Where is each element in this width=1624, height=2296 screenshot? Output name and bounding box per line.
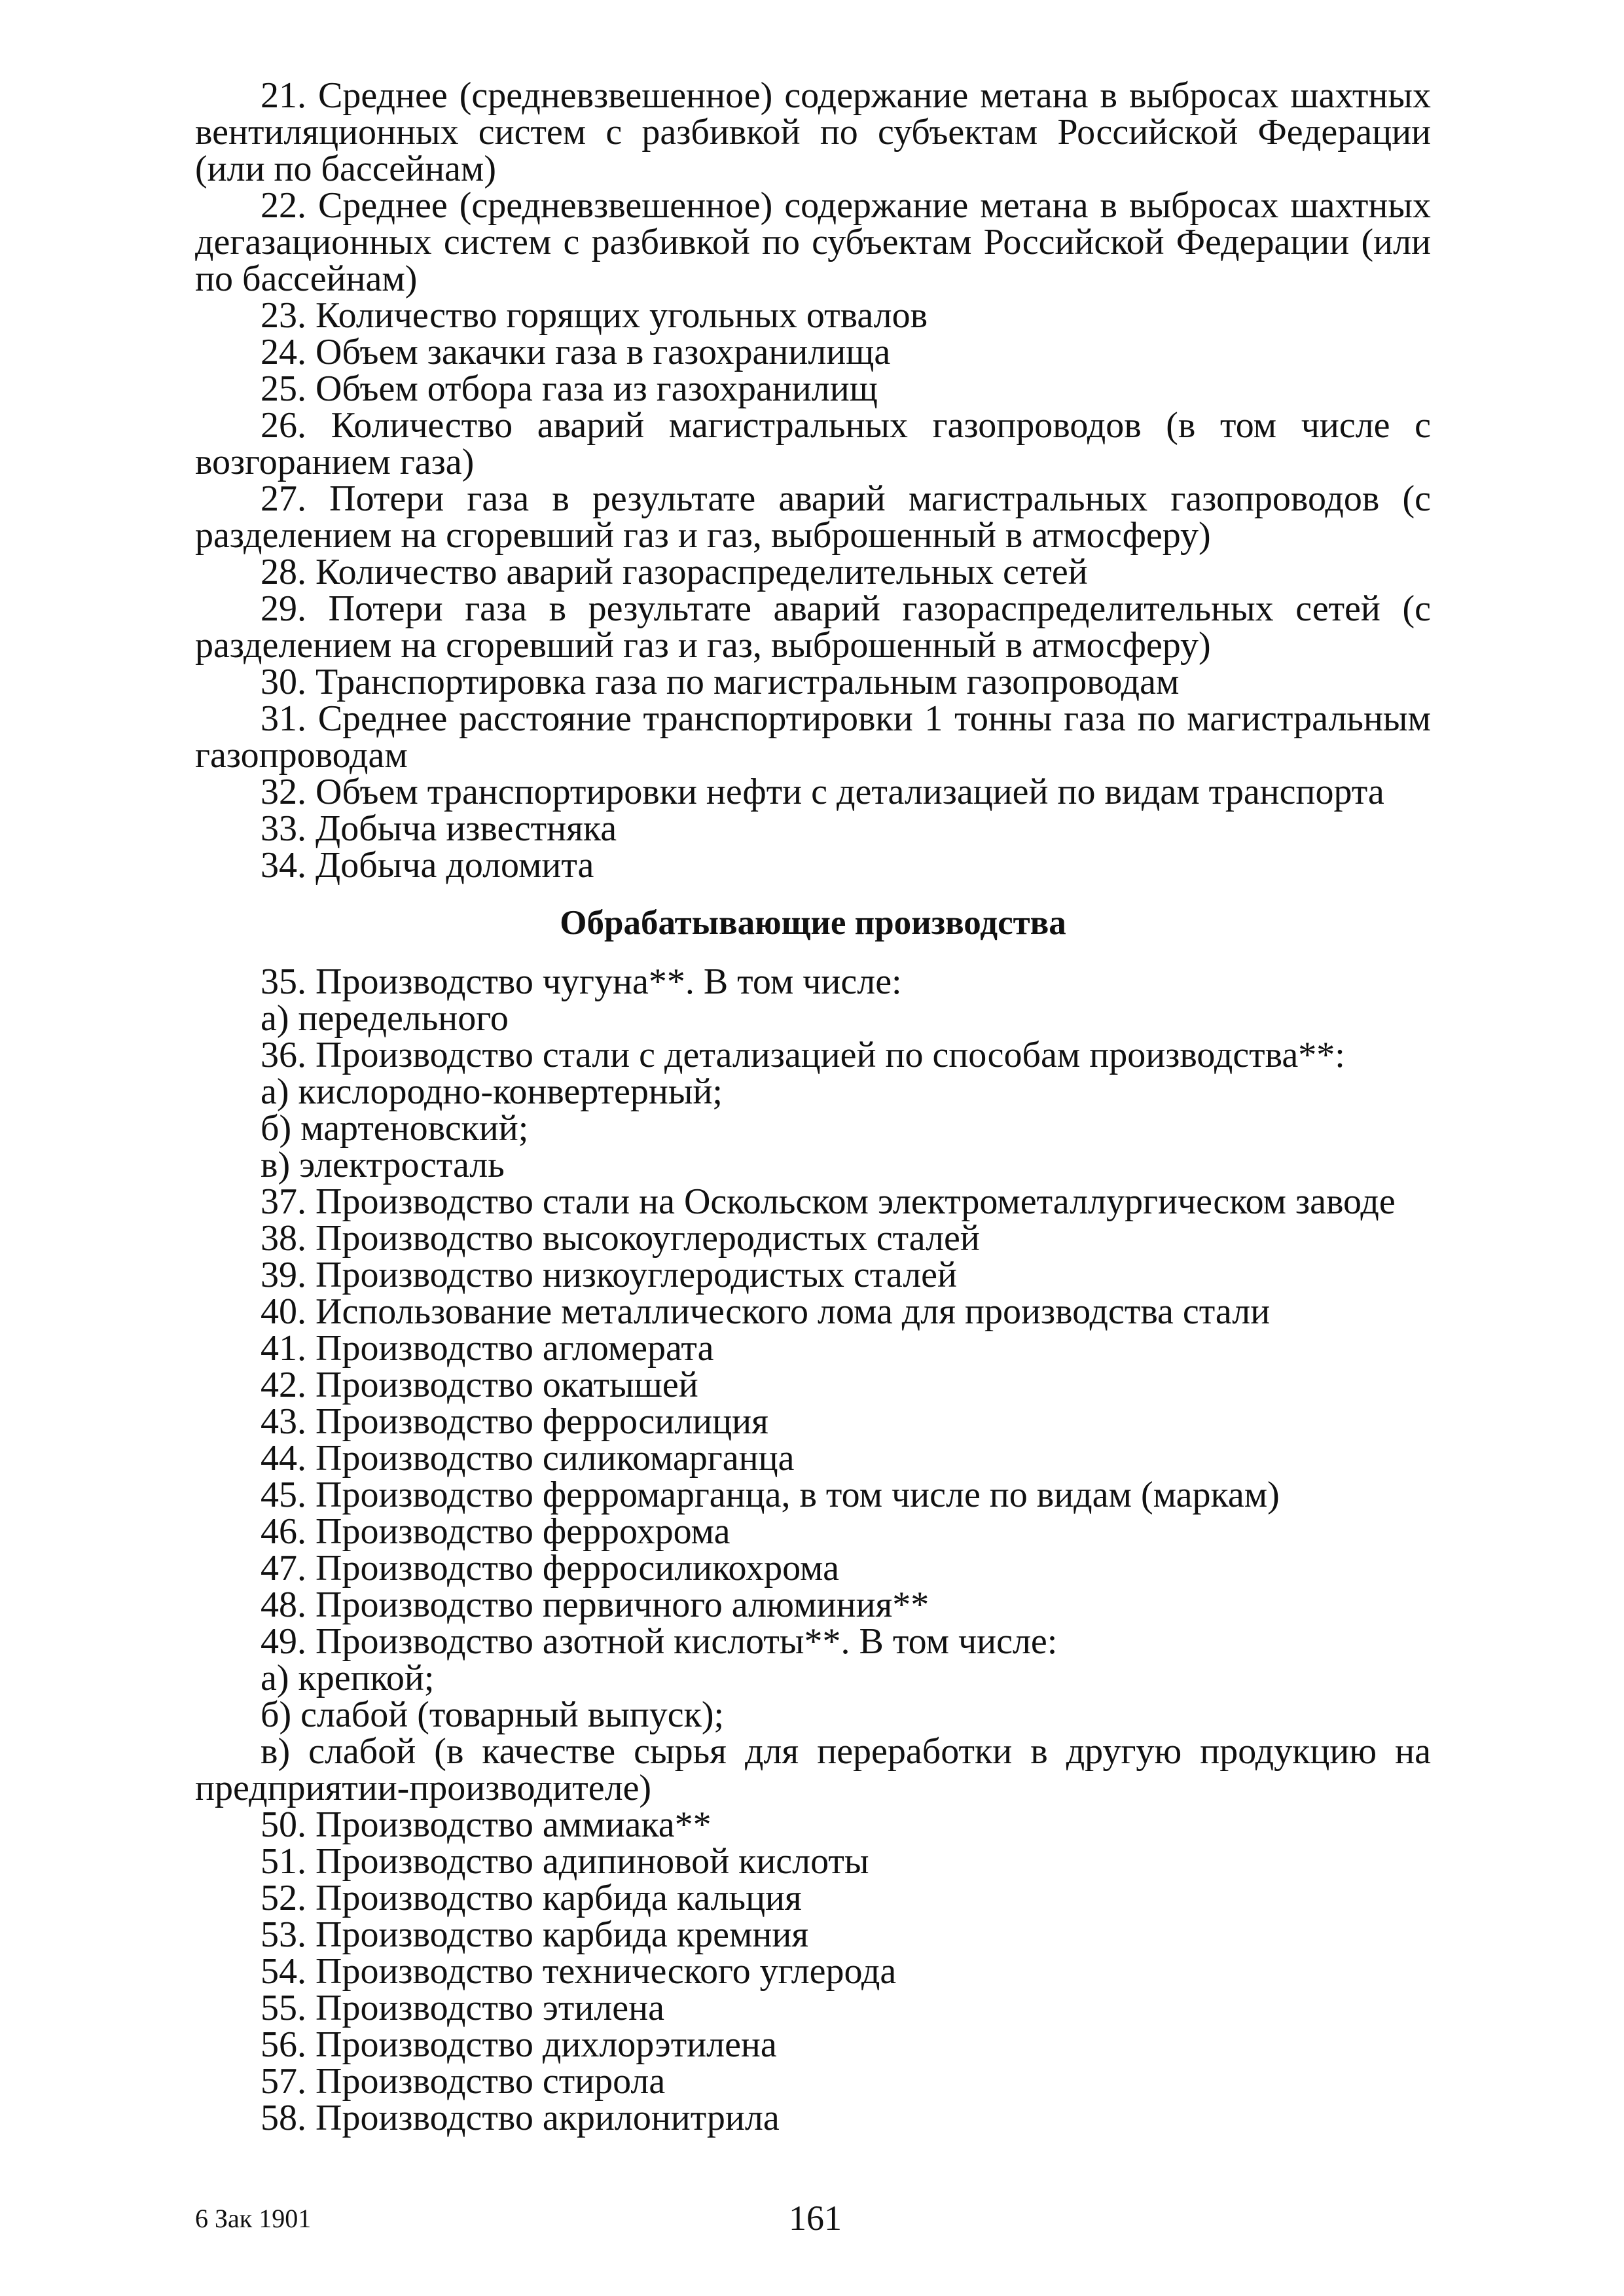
list-item: 21. Среднее (средневзвешенное) содержание метана в выбросах шахтных вентиляционных систем с разбивкой по субъектам Российской Федерации (или по бассейнам) (195, 75, 1431, 189)
list-item: 33. Добыча известняка (261, 808, 617, 849)
list-item: 40. Использование металлического лома для производства стали (261, 1291, 1271, 1332)
list-item: 38. Производство высокоуглеродистых сталей (261, 1218, 980, 1259)
list-item: 56. Производство дихлорэтилена (261, 2024, 777, 2065)
list-item: 23. Количество горящих угольных отвалов (261, 295, 928, 336)
list-item: 37. Производство стали на Оскольском электрометаллургическом заводе (261, 1181, 1396, 1222)
list-item: 22. Среднее (средневзвешенное) содержание метана в выбросах шахтных дегазационных систем с разбивкой по субъектам Российской Федерации (или по бассейнам) (195, 185, 1431, 299)
items-list-a (195, 77, 1431, 884)
list-item: 32. Объем транспортировки нефти с детализацией по видам транспорта (261, 772, 1384, 812)
list-item: 47. Производство ферросиликохрома (261, 1548, 839, 1588)
list-item: 36. Производство стали с детализацией по способам производства**: (261, 1035, 1345, 1075)
list-item: а) передельного (261, 998, 509, 1039)
list-item: 39. Производство низкоуглеродистых сталей (261, 1255, 957, 1295)
list-item: а) кислородно-конвертерный; (261, 1071, 723, 1112)
list-item: 24. Объем закачки газа в газохранилища (261, 332, 891, 372)
section-heading: Обрабатывающие производства (560, 904, 1066, 942)
page-footer (0, 2198, 1624, 2237)
list-item: 25. Объем отбора газа из газохранилищ (261, 368, 878, 409)
items-list-b (195, 963, 1431, 2136)
list-item: 50. Производство аммиака** (261, 1804, 712, 1845)
list-item: 58. Производство акрилонитрила (261, 2098, 780, 2138)
list-item: а) крепкой; (261, 1658, 435, 1698)
list-item: 27. Потери газа в результате аварий магистральных газопроводов (с разделением на сгоревший газ и газ, выброшенный в атмосферу) (195, 478, 1431, 556)
list-item: 34. Добыча доломита (261, 845, 594, 886)
list-item: б) мартеновский; (261, 1108, 529, 1149)
list-item: 57. Производство стирола (261, 2061, 666, 2102)
list-item: 44. Производство силикомарганца (261, 1438, 795, 1479)
list-item: 48. Производство первичного алюминия** (261, 1585, 929, 1625)
list-item: 43. Производство ферросилиция (261, 1401, 768, 1442)
list-item: в) слабой (в качестве сырья для переработки в другую продукцию на предприятии-производителе) (195, 1731, 1431, 1808)
list-item: 41. Производство агломерата (261, 1328, 714, 1369)
list-item: 53. Производство карбида кремния (261, 1914, 809, 1955)
page-number: 161 (789, 2198, 842, 2238)
list-item: 26. Количество аварий магистральных газопроводов (в том числе с возгоранием газа) (195, 405, 1431, 482)
list-item: 42. Производство окатышей (261, 1365, 698, 1405)
list-item: 54. Производство технического углерода (261, 1951, 897, 1992)
list-item: 35. Производство чугуна**. В том числе: (261, 961, 902, 1002)
list-item: 49. Производство азотной кислоты**. В том числе: (261, 1621, 1058, 1662)
list-item: 51. Производство адипиновой кислоты (261, 1841, 869, 1882)
document-page (195, 77, 1431, 2136)
list-item: 46. Производство феррохрома (261, 1511, 731, 1552)
list-item: в) электросталь (261, 1145, 505, 1185)
list-item: 28. Количество аварий газораспределительных сетей (261, 552, 1088, 592)
list-item: 31. Среднее расстояние транспортировки 1 тонны газа по магистральным газопроводам (195, 698, 1431, 776)
list-item: б) слабой (товарный выпуск); (261, 1695, 725, 1735)
list-item: 52. Производство карбида кальция (261, 1878, 802, 1918)
list-item: 55. Производство этилена (261, 1988, 664, 2028)
list-item: 29. Потери газа в результате аварий газораспределительных сетей (с разделением на сгоревший газ и газ, выброшенный в атмосферу) (195, 588, 1431, 666)
list-item: 30. Транспортировка газа по магистральным газопроводам (261, 662, 1180, 702)
order-mark: 6 Зак 1901 (195, 2204, 312, 2233)
list-item: 45. Производство ферромарганца, в том числе по видам (маркам) (261, 1475, 1280, 1515)
